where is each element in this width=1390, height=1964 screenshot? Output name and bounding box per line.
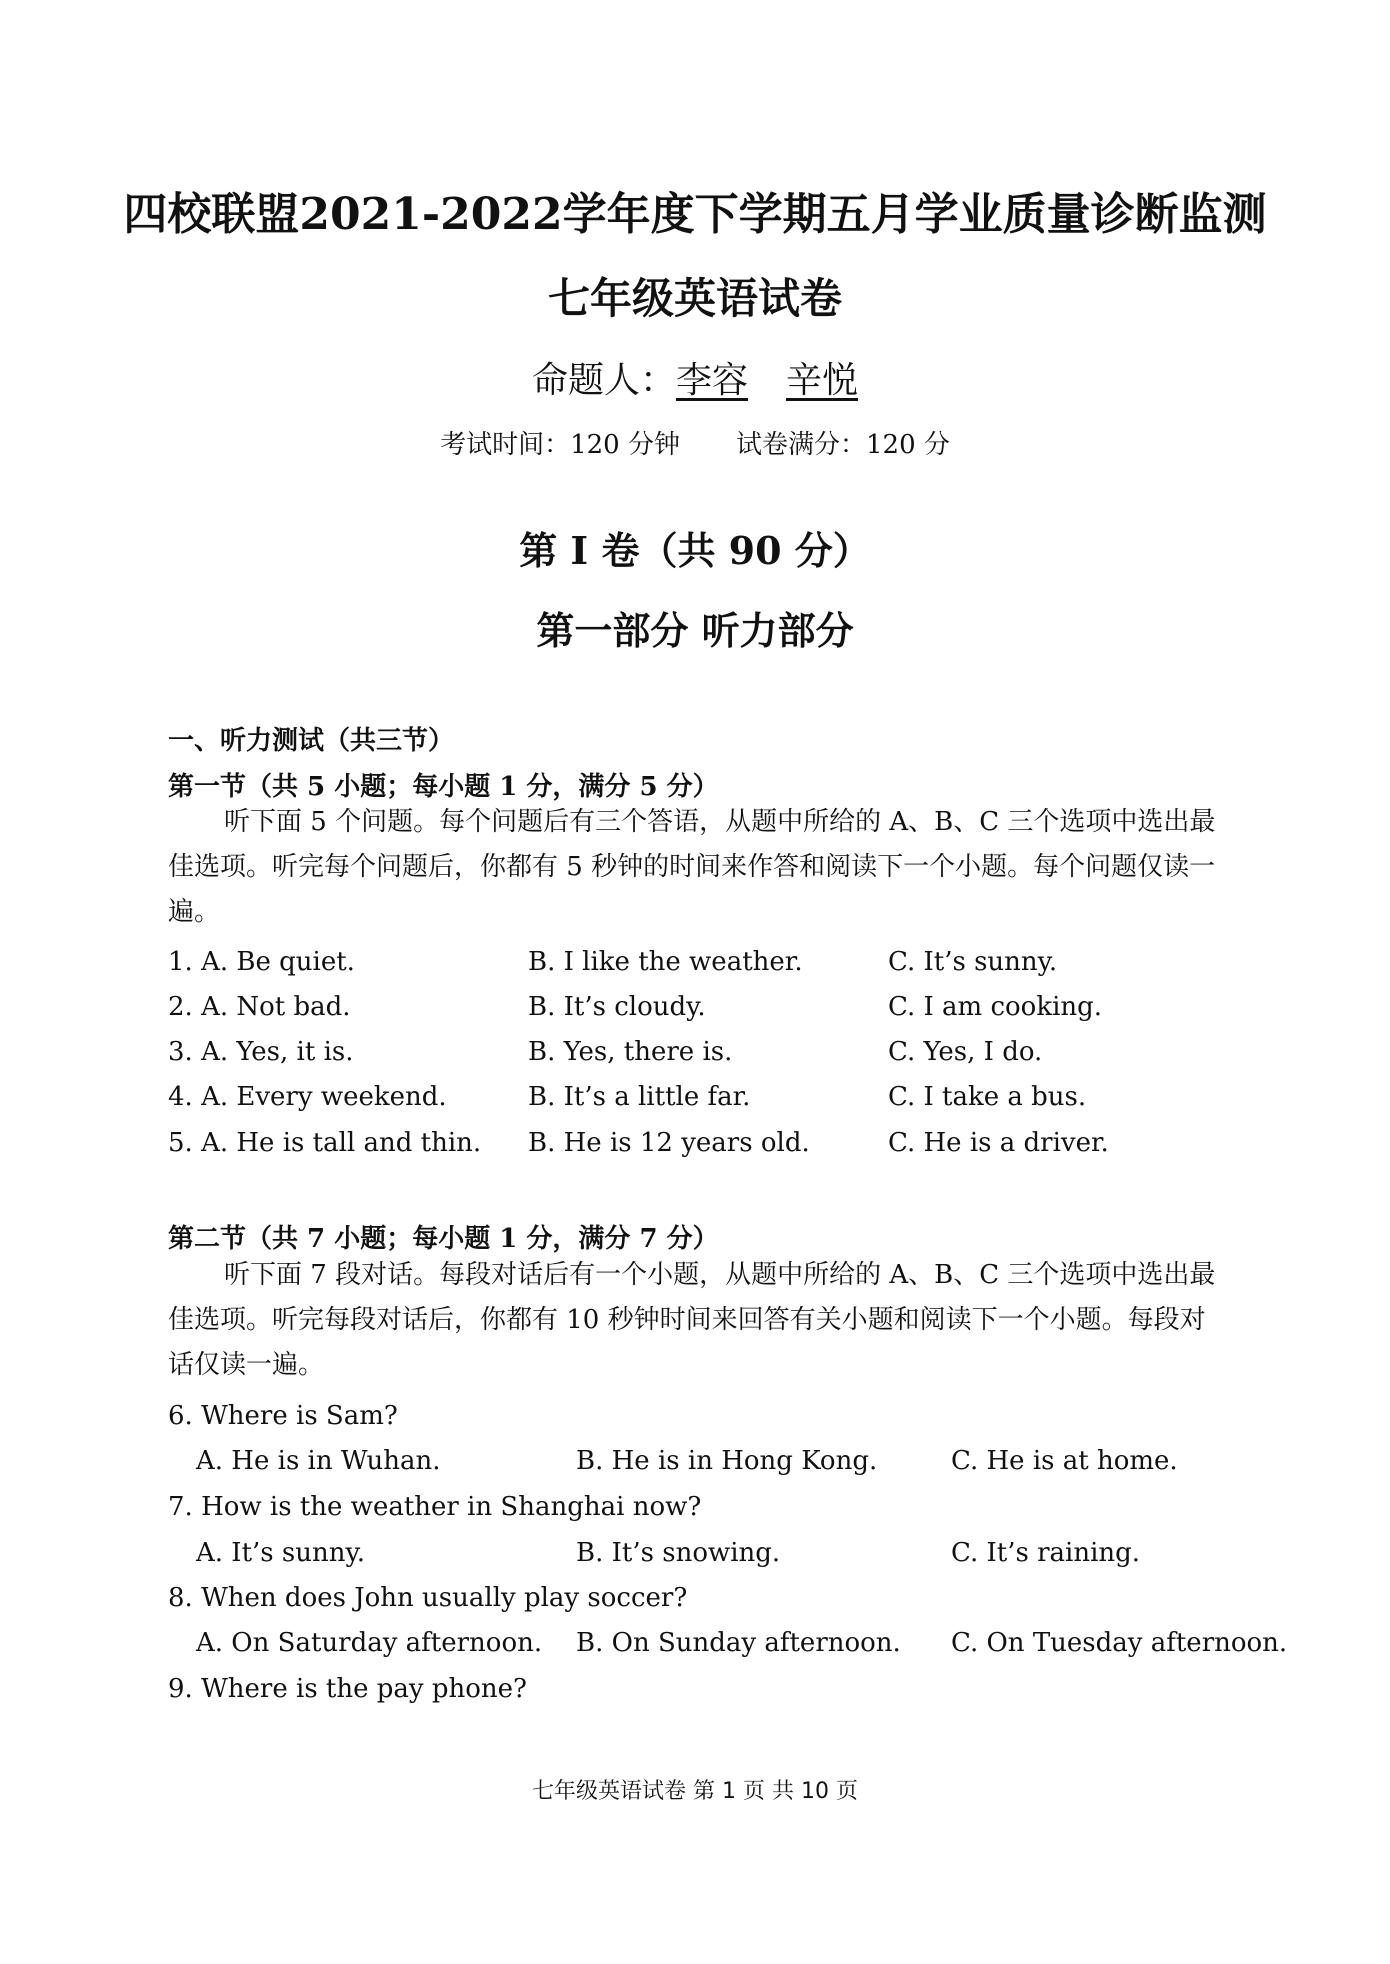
sub-section-2-instructions: 听下面 7 段对话。每段对话后有一个小题，从题中所给的 A、B、C 三个选项中选出最佳选项。听完每段对话后，你都有 10 秒钟时间来回答有关小题和阅读下一个小题。每段对话仅读一遍。 — [168, 1260, 1216, 1380]
option-b: B. It’s a little far. — [528, 1082, 751, 1112]
question-8: 8. When does John usually play soccer? — [168, 1583, 688, 1613]
option-b: B. It’s cloudy. — [528, 992, 706, 1022]
option-b: B. I like the weather. — [528, 947, 803, 977]
option-a: A. It’s sunny. — [196, 1538, 365, 1568]
sub-section-1-heading: 第一节（共 5 小题；每小题 1 分，满分 5 分） — [168, 772, 719, 802]
option-b: B. It’s snowing. — [576, 1538, 781, 1568]
question-9: 9. Where is the pay phone? — [168, 1674, 527, 1704]
exam-meta — [0, 424, 1390, 461]
author-name-2: 辛悦 — [786, 360, 859, 401]
option-c: C. I take a bus. — [888, 1082, 1087, 1112]
list-item — [168, 1628, 1288, 1668]
exam-time: 考试时间：120 分钟 — [440, 430, 680, 460]
list-item — [168, 947, 1268, 987]
option-c: C. On Tuesday afternoon. — [951, 1628, 1288, 1658]
exam-subtitle: 七年级英语试卷 — [547, 274, 842, 323]
author-name-1: 李容 — [675, 360, 748, 401]
option-c: C. Yes, I do. — [888, 1037, 1043, 1067]
exam-score: 试卷满分：120 分 — [736, 430, 950, 460]
option-c: C. I am cooking. — [888, 992, 1103, 1022]
sub-section-2-heading: 第二节（共 7 小题；每小题 1 分，满分 7 分） — [168, 1224, 719, 1254]
option-c: C. He is at home. — [951, 1446, 1178, 1476]
option-c: C. He is a driver. — [888, 1128, 1109, 1158]
list-item — [168, 1128, 1268, 1168]
option-c: C. It’s sunny. — [888, 947, 1058, 977]
option-a: 4. A. Every weekend. — [168, 1082, 447, 1112]
authors-line — [0, 352, 1390, 403]
option-a: A. He is in Wuhan. — [196, 1446, 441, 1476]
question-6: 6. Where is Sam? — [168, 1401, 398, 1431]
option-c: C. It’s raining. — [951, 1538, 1141, 1568]
exam-title: 四校联盟2021-2022学年度下学期五月学业质量诊断监测 — [123, 189, 1267, 240]
part-heading: 第一部分 听力部分 — [536, 608, 854, 653]
option-a: 1. A. Be quiet. — [168, 947, 355, 977]
option-a: 2. A. Not bad. — [168, 992, 351, 1022]
question-7: 7. How is the weather in Shanghai now? — [168, 1492, 702, 1522]
list-item — [168, 1446, 1268, 1486]
option-b: B. He is in Hong Kong. — [576, 1446, 878, 1476]
list-item — [168, 992, 1268, 1032]
option-a: 5. A. He is tall and thin. — [168, 1128, 482, 1158]
option-a: 3. A. Yes, it is. — [168, 1037, 354, 1067]
sub-section-1-instructions: 听下面 5 个问题。每个问题后有三个答语，从题中所给的 A、B、C 三个选项中选出最佳选项。听完每个问题后，你都有 5 秒钟的时间来作答和阅读下一个小题。每个问题仅读一遍。 — [168, 807, 1216, 927]
volume-heading: 第 I 卷（共 90 分） — [519, 528, 871, 573]
option-b: B. He is 12 years old. — [528, 1128, 810, 1158]
option-a: A. On Saturday afternoon. — [196, 1628, 543, 1658]
option-b: B. On Sunday afternoon. — [576, 1628, 901, 1658]
section-heading: 一、听力测试（共三节） — [168, 726, 455, 756]
list-item — [168, 1037, 1268, 1077]
list-item — [168, 1082, 1268, 1122]
list-item — [168, 1538, 1268, 1578]
option-b: B. Yes, there is. — [528, 1037, 733, 1067]
page-footer: 七年级英语试卷 第 1 页 共 10 页 — [532, 1779, 858, 1804]
authors-label: 命题人： — [531, 360, 676, 401]
